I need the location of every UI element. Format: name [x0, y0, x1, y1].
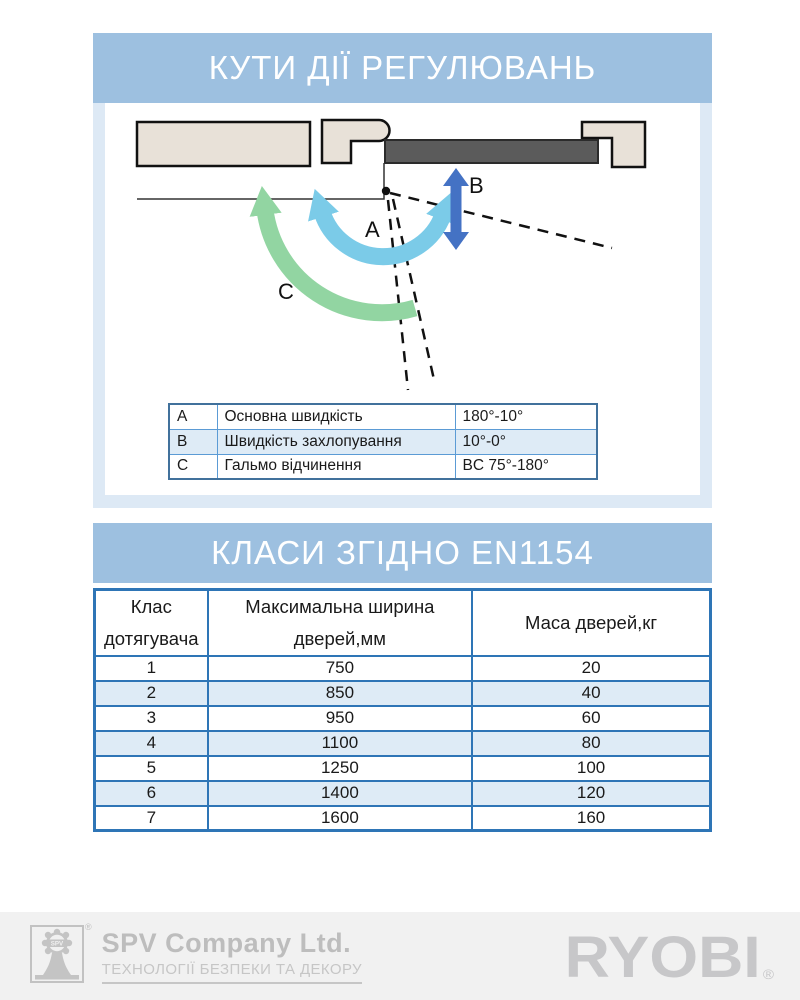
spv-registered-mark: ® [85, 922, 92, 932]
door-frame-middle [322, 120, 390, 163]
cell-width: 1100 [208, 731, 473, 756]
table-row [169, 454, 597, 479]
cell-mass: 40 [472, 681, 710, 706]
table-row [95, 656, 711, 681]
adjustment-angles-section [93, 33, 712, 508]
spv-tagline: ТЕХНОЛОГІЇ БЕЗПЕКИ ТА ДЕКОРУ [102, 961, 362, 984]
pivot-point [382, 187, 390, 195]
cell-mass: 160 [472, 806, 710, 831]
arrow-b-latching-speed [443, 168, 469, 250]
table-row [169, 404, 597, 429]
legend-name: Швидкість захлопування [217, 429, 455, 454]
diagram-label-c: C [278, 279, 294, 304]
adjustment-legend-table [168, 403, 598, 480]
en1154-classes-section [93, 523, 712, 832]
cell-class: 6 [95, 781, 208, 806]
spv-logo-icon [30, 925, 84, 983]
legend-key: A [169, 404, 217, 429]
cell-class: 3 [95, 706, 208, 731]
legend-key: C [169, 454, 217, 479]
table-header-row [95, 590, 711, 656]
spv-company-name: SPV Company Ltd. [101, 928, 352, 958]
spv-logo-text: SPV [50, 940, 64, 948]
cell-width: 750 [208, 656, 473, 681]
column-header-width: Максимальна ширина дверей,мм [208, 590, 473, 656]
wall-section-left [137, 122, 310, 166]
cell-width: 1600 [208, 806, 473, 831]
table-row [95, 781, 711, 806]
column-header-mass: Маса дверей,кг [472, 590, 710, 656]
en1154-classes-table [93, 588, 712, 832]
diagram-label-b: B [469, 173, 484, 198]
table-row [95, 756, 711, 781]
spv-logo [30, 922, 362, 984]
cell-class: 1 [95, 656, 208, 681]
spv-text-block [102, 929, 362, 984]
cell-width: 1400 [208, 781, 473, 806]
cell-mass: 120 [472, 781, 710, 806]
door-closer-body [385, 140, 598, 163]
legend-value: 10°-0° [455, 429, 597, 454]
cell-mass: 60 [472, 706, 710, 731]
legend-value: 180°-10° [455, 404, 597, 429]
door-closer-angle-diagram [105, 103, 700, 401]
table-row [95, 731, 711, 756]
closed-door-line [137, 163, 384, 199]
table-row [95, 806, 711, 831]
door-near-closed-dashed-line-1 [388, 200, 408, 390]
section2-title: КЛАСИ ЗГІДНО EN1154 [93, 523, 712, 583]
cell-mass: 80 [472, 731, 710, 756]
legend-name: Гальмо відчинення [217, 454, 455, 479]
arc-a-main-speed [322, 212, 443, 257]
ryobi-wordmark: RYOBI [564, 925, 761, 990]
legend-value: BC 75°-180° [455, 454, 597, 479]
diagram-label-a: A [365, 217, 380, 242]
section1-title: КУТИ ДІЇ РЕГУЛЮВАНЬ [93, 33, 712, 103]
cell-class: 7 [95, 806, 208, 831]
door-closer-diagram-panel [93, 103, 712, 508]
spv-emblem-icon [32, 927, 82, 981]
cell-mass: 20 [472, 656, 710, 681]
cell-class: 5 [95, 756, 208, 781]
ryobi-logo [564, 925, 775, 990]
cell-mass: 100 [472, 756, 710, 781]
table-row [169, 429, 597, 454]
ryobi-registered-mark: ® [763, 966, 775, 982]
table-row [95, 681, 711, 706]
cell-width: 1250 [208, 756, 473, 781]
cell-class: 2 [95, 681, 208, 706]
footer [0, 912, 800, 1000]
cell-class: 4 [95, 731, 208, 756]
legend-key: B [169, 429, 217, 454]
column-header-class: Клас дотягувача [95, 590, 208, 656]
cell-width: 850 [208, 681, 473, 706]
table-row [95, 706, 711, 731]
legend-name: Основна швидкість [217, 404, 455, 429]
cell-width: 950 [208, 706, 473, 731]
